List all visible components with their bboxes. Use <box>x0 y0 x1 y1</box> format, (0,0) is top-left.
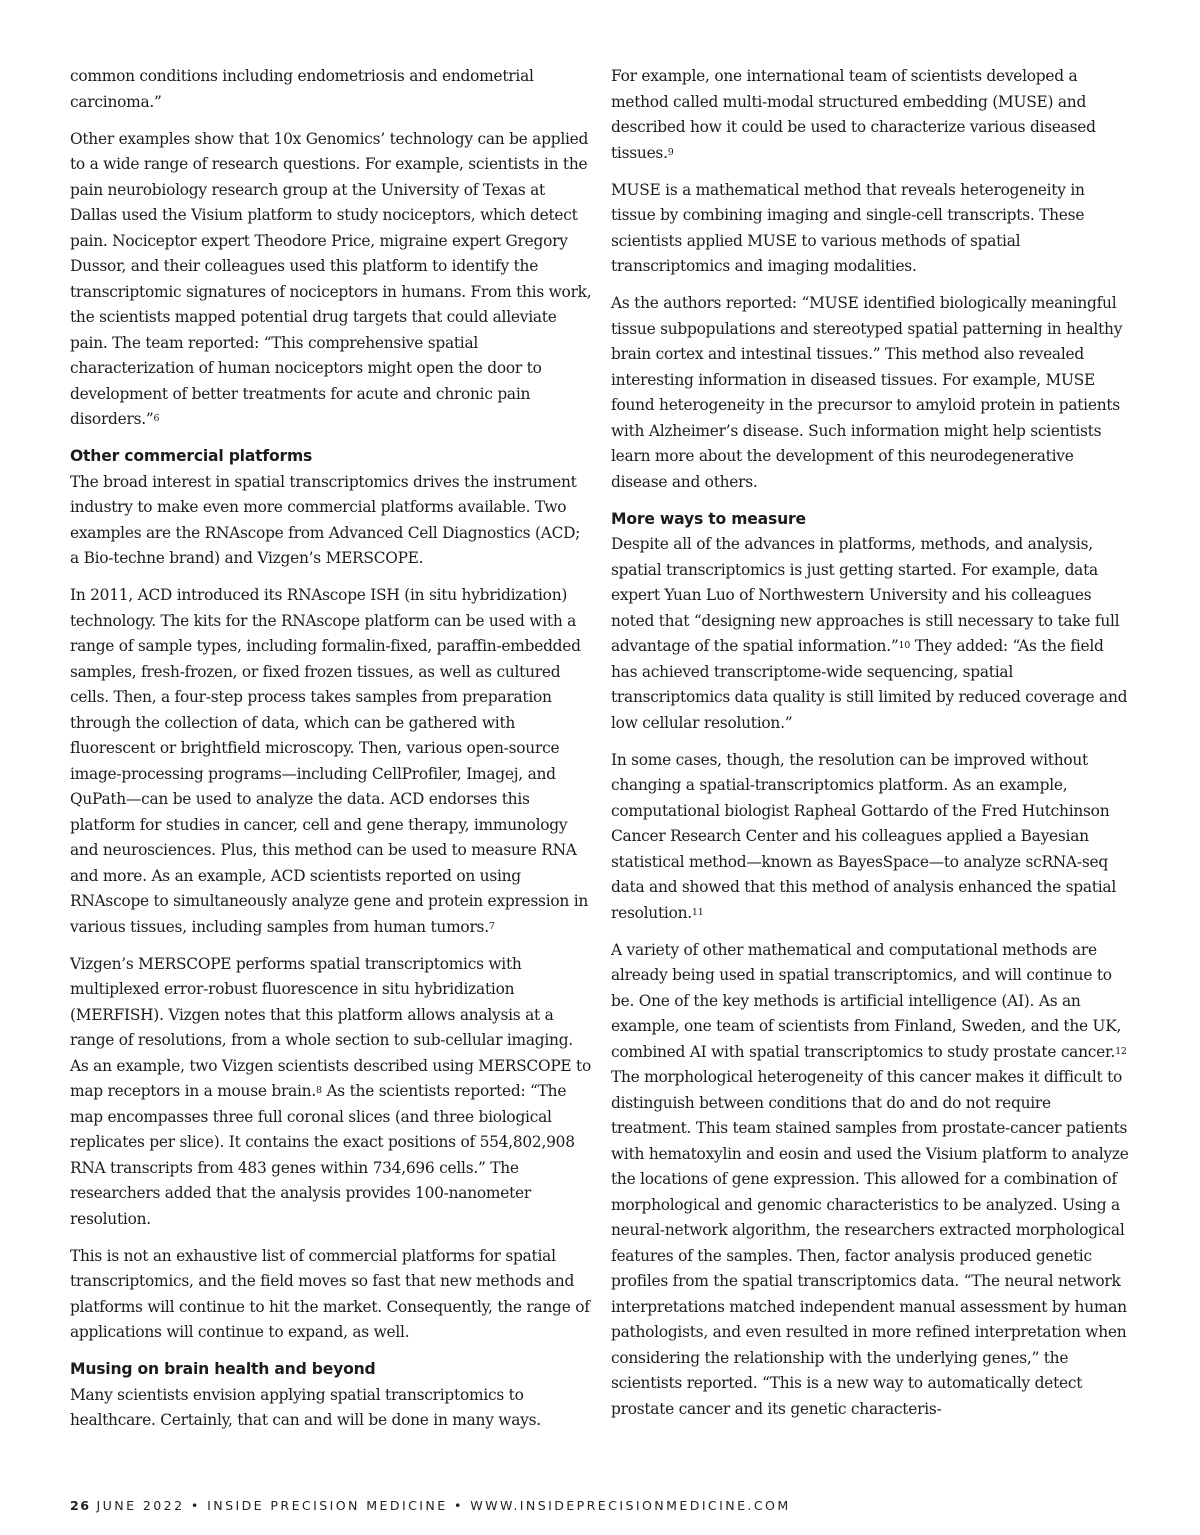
paragraph: As the authors reported: “MUSE identified biologically meaningful tissue subpopulations and stereotyped spatial patterning in healthy brain cortex and intestinal tissues.” This method also revealed interesting information in diseased tissues. For example, MUSE found heterogeneity in the precursor to amyloid protein in patients with Alzheimer’s disease. Such information might help scientists learn more about the development of this neurodegenerative disease and others. <box>611 294 1123 491</box>
paragraph: A variety of other mathematical and computational methods are already being used in spatial transcriptomics, and will continue to be. One of the key methods is artificial intelligence (AI). As an example, one team of scientists from Finland, Sweden, and the UK, combined AI with spatial transcriptomics to study prostate cancer.$^{12}$ The morphological heterogeneity of this cancer makes it difficult to distinguish between conditions that do and do not require treatment. This team stained samples from prostate-cancer patients with hematoxylin and eosin and used the Visium platform to analyze the locations of gene expression. This allowed for a combination of morphological and genomic characteristics to be analyzed. Using a neural-network algorithm, the researchers extracted morphological features of the samples. Then, factor analysis produced genetic profiles from the spatial transcriptomics data. “The neural network interpretations matched independent manual assessment by human pathologists, and even resulted in more refined interpretation when considering the relationship with the underlying genes,” the scientists reported. “This is a new way to automatically detect prostate cancer and its genetic characteris- <box>611 940 1129 1418</box>
paragraph: In some cases, though, the resolution can be improved without changing a spatial-transcriptomics platform. As an example, computational biologist Rapheal Gottardo of the Fred Hutchinson Cancer Research Center and his colleagues applied a Bayesian statistical method—known as BayesSpace—to analyze scRNA-seq data and showed that this method of analysis enhanced the spatial resolution.$^{11}$ <box>611 750 1117 922</box>
paragraph: For example, one international team of scientists developed a method called multi-modal structured embedding (MUSE) and described how it could be used to characterize various diseased tissues.$^9$ <box>611 67 1096 162</box>
reference-marker: 7 <box>488 920 495 932</box>
paragraph: This is not an exhaustive list of commercial platforms for spatial transcriptomics, and the field moves so fast that new methods and platforms will continue to hit the market. Consequently, the range of applications will continue to expand, as well. <box>70 1246 590 1341</box>
section-heading-more-ways: More ways to measure <box>611 509 806 528</box>
section-heading-other-platforms: Other commercial platforms <box>70 447 313 465</box>
page-footer <box>70 1498 791 1513</box>
page-number: 26 <box>70 1498 91 1513</box>
paragraph: Other examples show that 10x Genomics’ technology can be applied to a wide range of research questions. For example, scientists in the pain neurobiology research group at the University of Texas at Dallas used the Visium platform to study nociceptors, which detect pain. Nociceptor expert Theodore Price, migraine expert Gregory Dussor, and their colleagues used this platform to identify the transcriptomic signatures of nociceptors in humans. From this work, the scientists mapped potential drug targets that could alleviate pain. The team reported: “This comprehensive spatial characterization of human nociceptors might open the door to development of better treatments for acute and chronic pain disorders.”$^6$ <box>70 129 592 428</box>
left-column <box>70 64 592 1445</box>
paragraph: MUSE is a mathematical method that reveals heterogeneity in tissue by combining imaging and single-cell transcripts. These scientists applied MUSE to various methods of spatial transcriptomics and imaging modalities. <box>611 180 1085 275</box>
paragraph: Vizgen’s MERSCOPE performs spatial transcriptomics with multiplexed error-robust fluorescence in situ hybridization (MERFISH). Vizgen notes that this platform allows analysis at a range of resolutions, from a whole section to sub-cellular imaging. As an example, two Vizgen scientists described using MERSCOPE to map receptors in a mouse brain.$^8$ As the scientists reported: “The map encompasses three full coronal slices (and three biological replicates per slice). It contains the exact positions of 554,802,908 RNA transcripts from 483 genes within 734,696 cells.” The researchers added that the analysis provides 100-nanometer resolution. <box>70 954 592 1228</box>
reference-marker: 10 <box>898 640 911 651</box>
paragraph: Despite all of the advances in platforms, methods, and analysis, spatial transcriptomics is just getting started. For example, data expert Yuan Luo of Northwestern University and his colleagues noted that “designing new approaches is still necessary to take full advantage of the spatial information.”$^{10}$ They added: “As the field has achieved transcriptome-wide sequencing, spatial transcriptomics data quality is still limited by reduced coverage and low cellular resolution.” <box>611 535 1128 732</box>
paragraph: common conditions including endometriosis and endometrial carcinoma.” <box>70 67 534 111</box>
paragraph: In 2011, ACD introduced its RNAscope ISH (in situ hybridization) technology. The kits for the RNAscope platform can be used with a range of sample types, including formalin-fixed, paraffin-embedded samples, fresh-frozen, or fixed frozen tissues, as well as cultured cells. Then, a four-step process takes samples from preparation through the collection of data, which can be gathered with fluorescent or brightfield microscopy. Then, various open-source image-processing programs—including CellProfiler, Imagej, and QuPath—can be used to analyze the data. ACD endorses this platform for studies in cancer, cell and gene therapy, immunology and neurosciences. Plus, this method can be used to measure RNA and more. As an example, ACD scientists reported on using RNAscope to simultaneously analyze gene and protein expression in various tissues, including samples from human tumors.$^7$ <box>70 586 589 936</box>
right-column <box>611 64 1131 1434</box>
section-heading-musing: Musing on brain health and beyond <box>70 1360 376 1378</box>
reference-marker: 9 <box>667 146 674 158</box>
paragraph: Many scientists envision applying spatial transcriptomics to healthcare. Certainly, that can and will be done in many ways. <box>70 1385 541 1429</box>
reference-marker: 12 <box>1115 1045 1127 1057</box>
reference-marker: 8 <box>316 1085 322 1096</box>
footer-text: JUNE 2022 • INSIDE PRECISION MEDICINE • WWW.INSIDEPRECISIONMEDICINE.COM <box>96 1498 791 1513</box>
reference-marker: 6 <box>153 413 160 424</box>
paragraph: The broad interest in spatial transcriptomics drives the instrument industry to make even more commercial platforms available. Two examples are the RNAscope from Advanced Cell Diagnostics (ACD; a Bio-techne brand) and Vizgen’s MERSCOPE. <box>70 472 581 567</box>
reference-marker: 11 <box>691 906 704 918</box>
